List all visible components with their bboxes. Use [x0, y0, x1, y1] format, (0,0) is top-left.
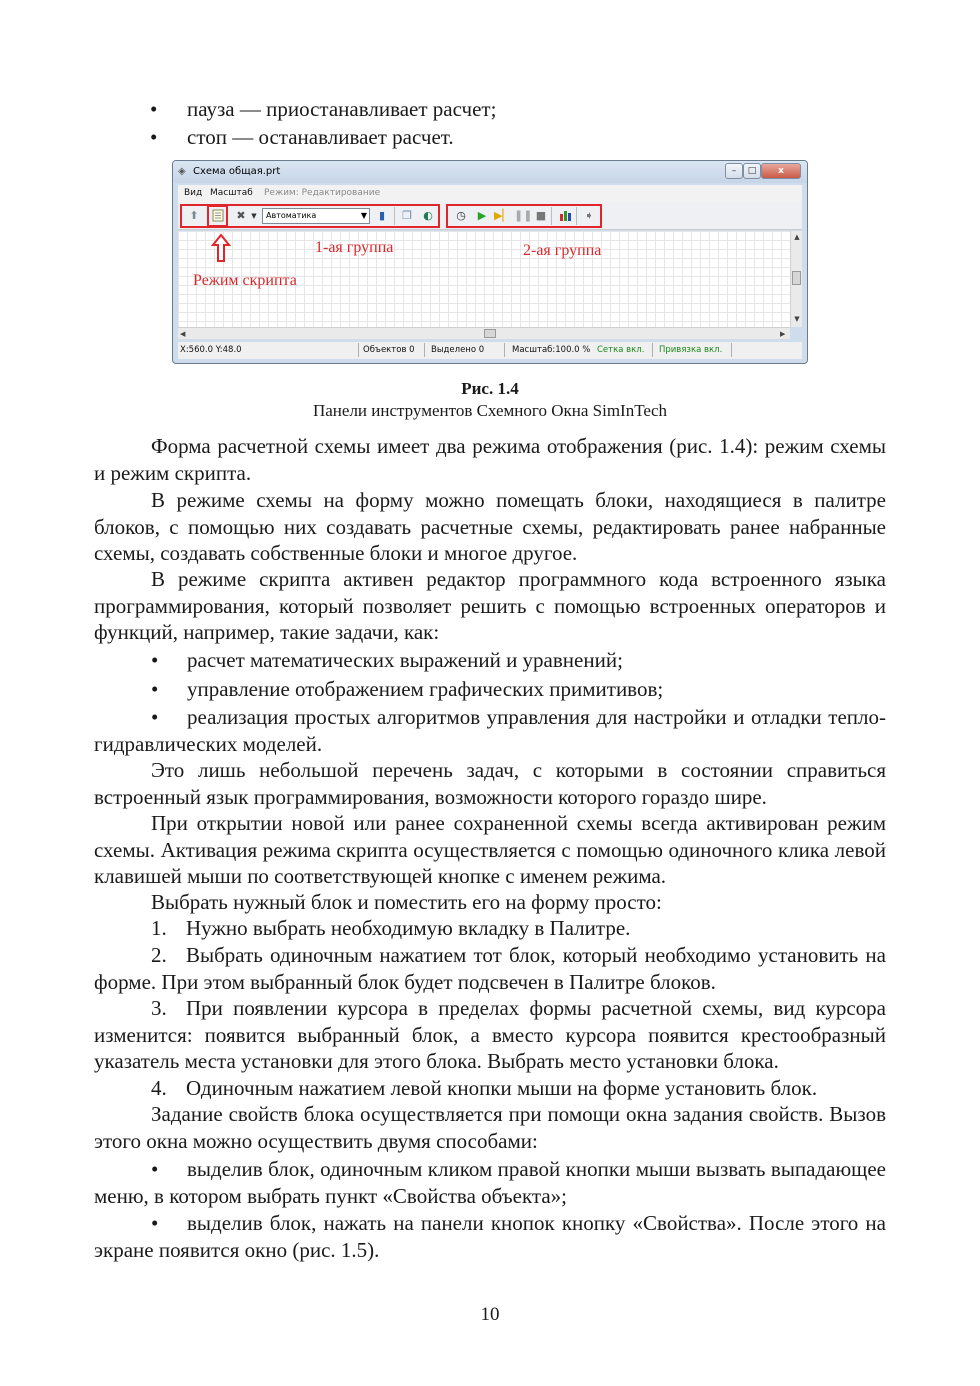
list-item-text: выделив блок, одиночным кликом правой кнопки мыши вызвать выпадающее меню, в котором выбрать пункт «Свойства объекта»; [94, 1157, 886, 1208]
window-titlebar [173, 161, 807, 183]
up-arrow-annotation-icon [211, 233, 231, 263]
timer-icon[interactable]: ◷ [456, 209, 466, 222]
bullet-marker: • [151, 1211, 159, 1235]
scroll-left-icon[interactable]: ◀ [180, 330, 186, 338]
eye-icon[interactable]: ◐ [423, 209, 433, 222]
window-title: Схема общая.prt [193, 166, 281, 177]
close-button[interactable]: x [761, 163, 801, 179]
number-marker: 2. [151, 943, 167, 967]
vertical-scrollbar[interactable] [790, 231, 802, 327]
page-number: 10 [480, 1304, 500, 1325]
schema-icon: ◈ [178, 166, 186, 177]
bullet-marker: • [151, 705, 159, 729]
mode-select-value: Автоматика [266, 211, 317, 220]
number-marker: 1. [151, 916, 167, 940]
status-separator [652, 343, 653, 357]
figure-window [172, 160, 808, 364]
status-scale: Масштаб:100.0 % [512, 345, 591, 355]
list-item-text: выделив блок, нажать на панели кнопок кнопку «Свойства». После этого на экране появится окно (рис. 1.5). [94, 1211, 886, 1262]
paragraph: Задание свойств блока осуществляется при помощи окна задания свойств. Вызов этого окна можно осуществить двумя способами: [94, 1102, 886, 1153]
status-bar [178, 342, 802, 359]
figure-caption: Панели инструментов Схемного Окна SimInTech [312, 401, 667, 420]
copy-icon[interactable]: ❐ [402, 209, 412, 222]
list-item [94, 1156, 886, 1209]
bullet-marker: • [151, 677, 159, 701]
number-marker: 3. [151, 996, 167, 1020]
up-arrow-icon[interactable]: ⬆ [189, 209, 199, 222]
bullet-marker: • [151, 648, 159, 672]
list-item [94, 1210, 886, 1263]
stop-icon[interactable]: ■ [535, 209, 547, 222]
toolbar-separator [576, 207, 577, 225]
paragraph: Форма расчетной схемы имеет два режима отображения (рис. 1.4): режим схемы и режим скрипта. [94, 434, 886, 485]
menu-scale[interactable]: Масштаб [210, 188, 253, 198]
scroll-right-icon[interactable]: ▶ [780, 330, 786, 338]
numbered-item [94, 1075, 886, 1102]
annotation-group1: 1-ая группа [315, 239, 394, 256]
export-icon[interactable]: ➧ [584, 209, 594, 222]
status-snap: Привязка вкл. [659, 345, 723, 355]
status-separator [731, 343, 732, 357]
bullet-marker: • [150, 125, 158, 149]
figure-number: Рис. 1.4 [461, 379, 519, 398]
list-item [94, 647, 886, 674]
menu-bar [178, 185, 802, 202]
mode-indicator: Режим: Редактирование [264, 188, 381, 198]
status-separator [504, 343, 505, 357]
vertical-scroll-thumb[interactable] [792, 271, 801, 285]
block-icon[interactable]: ▮ [378, 209, 386, 222]
number-marker: 4. [151, 1076, 167, 1100]
numbered-item-text: При появлении курсора в пределах формы расчетной схемы, вид курсора изменится: появится выбранный блок, а вместо курсора появится крестообразный указатель места установки для этого блока. Выбрать место установки блока. [94, 996, 886, 1074]
play-icon[interactable]: ▶ [477, 209, 487, 222]
status-separator [424, 343, 425, 357]
menu-view[interactable]: Вид [184, 188, 203, 198]
scroll-up-icon[interactable]: ▲ [794, 233, 800, 241]
toolbar-separator [551, 207, 552, 225]
numbered-item [94, 995, 886, 1075]
status-coords: X:560.0 Y:48.0 [180, 345, 242, 355]
status-objects: Объектов 0 [363, 345, 415, 355]
annotation-group2: 2-ая группа [523, 242, 602, 259]
bullet-marker: • [151, 1157, 159, 1181]
list-item-text: реализация простых алгоритмов управления для настройки и отладки тепло-гидравлических моделей. [94, 705, 886, 756]
paragraph: В режиме схемы на форму можно помещать блоки, находящиеся в палитре блоков, с помощью них создавать расчетные схемы, редактировать ранее набранные схемы, создавать собственные блоки и многое другое. [94, 488, 886, 566]
paragraph: При открытии новой или ранее сохраненной схемы всегда активирован режим схемы. Активация режима скрипта осуществляется с помощью одиночного клика левой клавишей мыши по соответствующей кнопке с именем режима. [94, 811, 886, 889]
tools-icon[interactable]: ✖ [236, 209, 246, 222]
horizontal-scrollbar[interactable] [178, 327, 790, 339]
step-icon[interactable]: ▶▏ [494, 209, 511, 222]
bullet-item [0, 96, 980, 123]
toolbar [178, 202, 802, 230]
minimize-button[interactable]: – [725, 163, 743, 179]
status-separator [358, 343, 359, 357]
dropdown-arrow-icon[interactable]: ▼ [251, 212, 257, 220]
chevron-down-icon: ▼ [360, 211, 367, 220]
numbered-item [94, 942, 886, 995]
list-item-text: управление отображением графических примитивов; [187, 677, 664, 701]
list-item-text: расчет математических выражений и уравнений; [187, 648, 623, 672]
paragraph: Это лишь небольшой перечень задач, с которыми в состоянии справиться встроенный язык программирования, возможности которого гораздо шире. [94, 758, 886, 809]
list-item [94, 704, 886, 757]
toolbar-separator [394, 207, 395, 225]
numbered-item [94, 915, 886, 942]
numbered-item-text: Одиночным нажатием левой кнопки мыши на форме установить блок. [186, 1076, 818, 1100]
bullet-item [0, 124, 980, 151]
bullet-marker: • [150, 97, 158, 121]
numbered-item-text: Нужно выбрать необходимую вкладку в Палитре. [186, 916, 631, 940]
paragraph: В режиме скрипта активен редактор программного кода встроенного языка программирования, который позволяет решить с помощью встроенных операторов и функций, например, такие задачи, как: [94, 567, 886, 645]
status-selected: Выделено 0 [431, 345, 485, 355]
horizontal-scroll-thumb[interactable] [484, 329, 496, 338]
maximize-button[interactable]: □ [743, 163, 761, 179]
annotation-script-mode: Режим скрипта [193, 272, 297, 289]
numbered-item-text: Выбрать одиночным нажатием тот блок, который необходимо установить на форме. При этом выбранный блок будет подсвечен в Палитре блоков. [94, 943, 886, 994]
bullet-text: пауза — приостанавливает расчет; [187, 97, 497, 121]
status-grid: Сетка вкл. [597, 345, 645, 355]
chart-icon[interactable] [558, 209, 572, 223]
list-item [94, 676, 886, 703]
pause-icon[interactable]: ❚❚ [514, 209, 533, 222]
scroll-down-icon[interactable]: ▼ [794, 315, 800, 323]
paragraph: Выбрать нужный блок и поместить его на форму просто: [151, 890, 662, 914]
bullet-text: стоп — останавливает расчет. [187, 125, 454, 149]
